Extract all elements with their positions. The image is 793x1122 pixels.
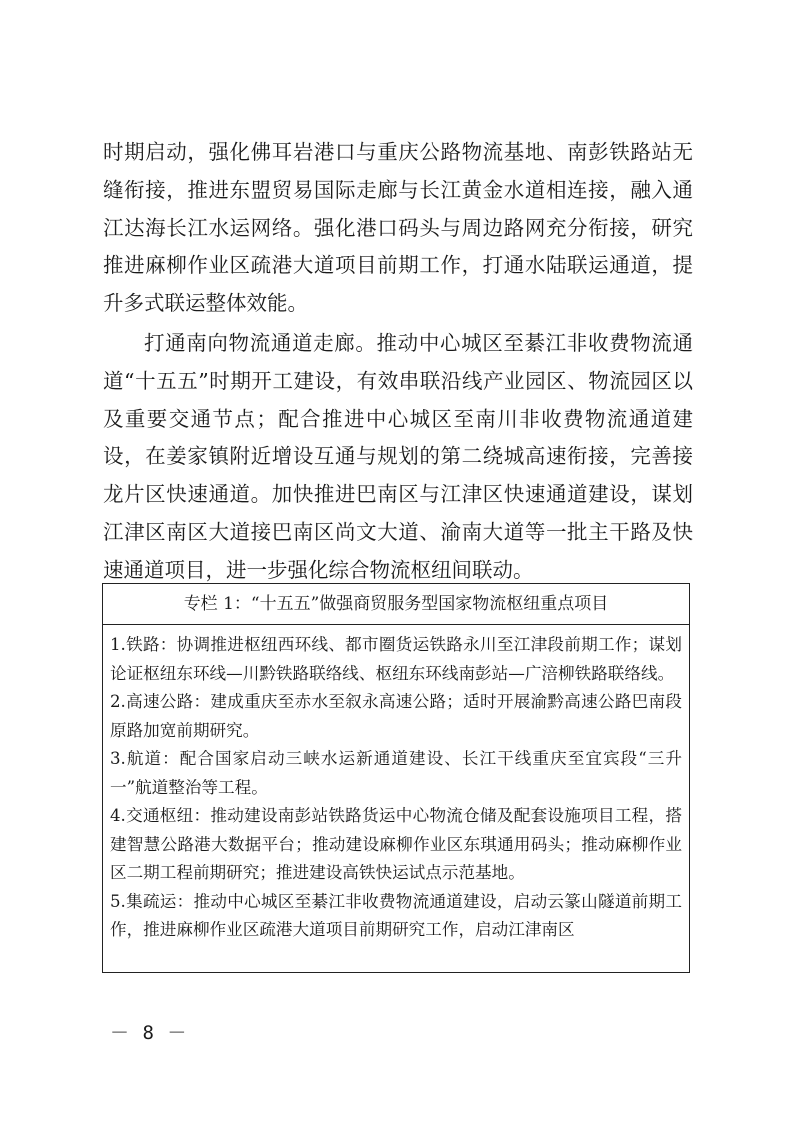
box-item-waterway: 3.航道：配合国家启动三峡水运新通道建设、长江干线重庆至宜宾段“三升一”航道整治等工程。 — [110, 749, 682, 797]
box-body — [103, 625, 689, 945]
body-paragraph-2: 打通南向物流通道走廊。推动中心城区至綦江非收费物流通道“十五五”时期开工建设，有效串联沿线产业园区、物流园区以及重要交通节点；配合推进中心城区至南川非收费物流通道建设，在姜家镇附近增设互通与规划的第二绕城高速衔接，完善接龙片区快速通道。加快推进巴南区与江津区快速通道建设，谋划江津区南区大道接巴南区尚文大道、渝南大道等一批主干路及快速通道项目，进一步强化综合物流枢纽间联动。 — [103, 331, 693, 582]
body-paragraph-1: 时期启动，强化佛耳岩港口与重庆公路物流基地、南彭铁路站无缝衔接，推进东盟贸易国际走廊与长江黄金水道相连接，融入通江达海长江水运网络。强化港口码头与周边路网充分衔接，研究推进麻柳作业区疏港大道项目前期工作，打通水陆联运通道，提升多式联运整体效能。 — [103, 140, 693, 316]
box-item-hub: 4.交通枢纽：推动建设南彭站铁路货运中心物流仓储及配套设施项目工程，搭建智慧公路港大数据平台；推动建设麻柳作业区东琪通用码头；推动麻柳作业区二期工程前期研究；推进建设高铁快运试点示范基地。 — [110, 806, 682, 882]
box-item-collection: 5.集疏运：推动中心城区至綦江非收费物流通道建设，启动云篆山隧道前期工作，推进麻柳作业区疏港大道项目前期研究工作，启动江津南区 — [110, 891, 682, 939]
box-title: 专栏 1：“十五五”做强商贸服务型国家物流枢纽重点项目 — [103, 584, 689, 625]
box-item-highway: 2.高速公路：建成重庆至赤水至叙永高速公路；适时开展渝黔高速公路巴南段原路加宽前期研究。 — [110, 692, 682, 740]
box-item-railway: 1.铁路：协调推进枢纽西环线、都市圈货运铁路永川至江津段前期工作；谋划论证枢纽东环线—川黔铁路联络线、枢纽东环线南彭站—广涪柳铁路联络线。 — [110, 635, 682, 683]
project-column-box — [102, 583, 690, 973]
page-number: － 8 － — [110, 1022, 188, 1044]
